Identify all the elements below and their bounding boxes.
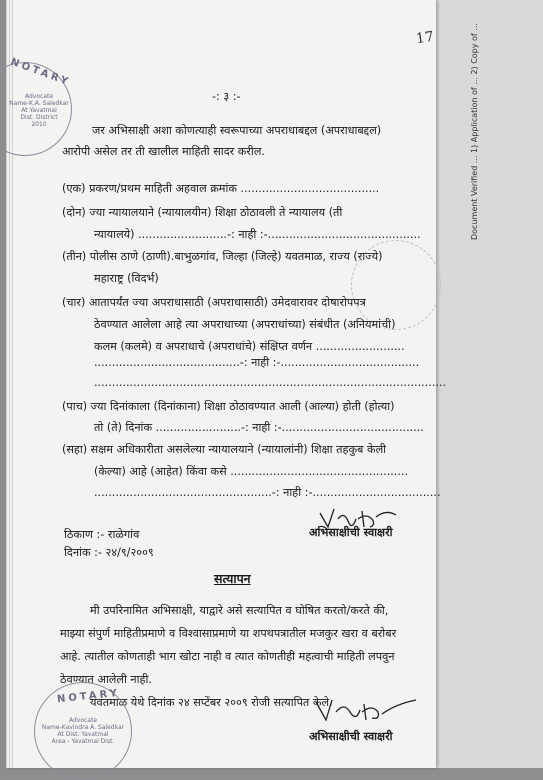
item-pach-cont: तो (ते) दिनांक ........................-: नाही :-........................................ xyxy=(94,421,424,434)
page-marker: -: ३ :- xyxy=(212,90,241,103)
place-label: ठिकाण :- राळेगांव xyxy=(64,528,140,541)
item-saha-cont: (केल्या) आहे (आहेत) किंवा कसे .................................................. xyxy=(94,465,409,478)
item-char-cont: कलम (कलमे) व अपराधाचे (अपराधांचे) संक्षिप्त वर्णन ......................... xyxy=(94,340,405,353)
signature-caption-2: अभिसाक्षीची स्वाक्षरी xyxy=(309,730,393,743)
document-page xyxy=(6,0,447,768)
seal-inner-text xyxy=(35,717,131,745)
underlying-page-text: Document Verified ... 1) Application of ... 2) Copy of ... xyxy=(470,23,479,240)
seal-line: Dist. District xyxy=(20,114,58,121)
item-char-cont: ................................................................................................... xyxy=(94,376,447,389)
verification-line: ठेवण्यात आलेली नाही. xyxy=(60,673,152,686)
notary-seal-bottom xyxy=(34,682,132,780)
verification-title: सत्यापन xyxy=(214,571,251,586)
item-teen-cont: महाराष्ट्र (विदर्भ) xyxy=(94,272,159,285)
seal-line: Advocate xyxy=(24,93,54,100)
handwritten-page-number: 17 xyxy=(414,28,435,48)
seal-ring-label: NOTARY xyxy=(56,687,121,706)
signature-caption-1: अभिसाक्षीची स्वाक्षरी xyxy=(309,526,393,539)
seal-line: At Dist. Yavatmal xyxy=(57,731,109,738)
item-teen: (तीन) पोलीस ठाणे (ठाणी).बाभुळगांव, जिल्हा (जिल्हे) यवतमाळ, राज्य (राज्ये) xyxy=(62,250,383,263)
seal-line: Name-Kavindra A. Saledkar xyxy=(41,724,125,731)
verification-line: मी उपरिनामित अभिसाक्षी, याद्वारे असे सत्यापित व घोषित करतो/करते की, xyxy=(90,604,389,617)
item-char: (चार) आतापर्यंत ज्या अपराधासाठी (अपराधासाठी) उमेदवारावर दोषारोपपत्र xyxy=(62,296,366,309)
verification-line: आहे. त्यातील कोणताही भाग खोटा नाही व त्यात कोणतीही महत्वाची माहिती लपवुन xyxy=(60,650,395,663)
item-saha-cont: ..................................................-: नाही :-.................................... xyxy=(94,486,441,499)
seal-ring-label: NOTARY xyxy=(9,56,73,89)
verification-line: यवतमाळ येथे दिनांक २४ सप्टेंबर २००९ रोजी सत्यापित केले. xyxy=(90,696,333,709)
intro-line: आरोपी असेल तर ती खालील माहिती सादर करील. xyxy=(62,145,265,158)
seal-line: Name-K.A. Saledkar xyxy=(9,100,69,107)
intro-line: जर अभिसाक्षी अशा कोणत्याही स्वरूपाच्या अपराधाबद्दल (अपराधाबद्दल) xyxy=(92,124,382,137)
item-don-cont: न्यायालये) .........................-: नाही :-........................................... xyxy=(94,228,421,241)
item-char-cont: ठेवण्यात आलेला आहे त्या अपराधाच्या (अपराधांच्या) संबंधीत (अनियमांची) xyxy=(94,318,396,331)
seal-line: Advocate xyxy=(68,717,98,724)
signature-2-scribble xyxy=(312,696,422,726)
seal-line: Area - Yavatmal Dist. xyxy=(51,738,115,745)
item-ek: (एक) प्रकरण/प्रथम माहिती अहवाल क्रमांक ....................................... xyxy=(62,182,380,195)
item-saha: (सहा) सक्षम अधिकारीता असलेल्या न्यायालयाने (न्यायालांनी) शिक्षा तहकुब केली xyxy=(62,443,387,456)
item-don: (दोन) ज्या न्यायालयाने (न्यायालयीन) शिक्षा ठोठावली ते न्यायालय (ती xyxy=(62,206,343,219)
date-label: दिनांक :- २४/९/२००९ xyxy=(64,546,154,559)
seal-line: 2010 xyxy=(31,121,47,128)
item-pach: (पाच) ज्या दिनांकाला (दिनांकाना) शिक्षा ठोठावण्यात आली (आल्या) होती (होत्या) xyxy=(62,400,395,413)
verification-line: माझ्या संपुर्ण माहितीप्रमाणे व विश्वासाप्रमाणे या शपथपत्रातील मजकुर खरा व बरोबर xyxy=(60,627,397,640)
notary-seal-top xyxy=(0,56,73,156)
seal-line: At Yavatmal xyxy=(21,107,57,114)
item-char-cont: .........................................-: नाही :-....................................... xyxy=(94,356,420,369)
seal-inner-text xyxy=(7,93,71,128)
